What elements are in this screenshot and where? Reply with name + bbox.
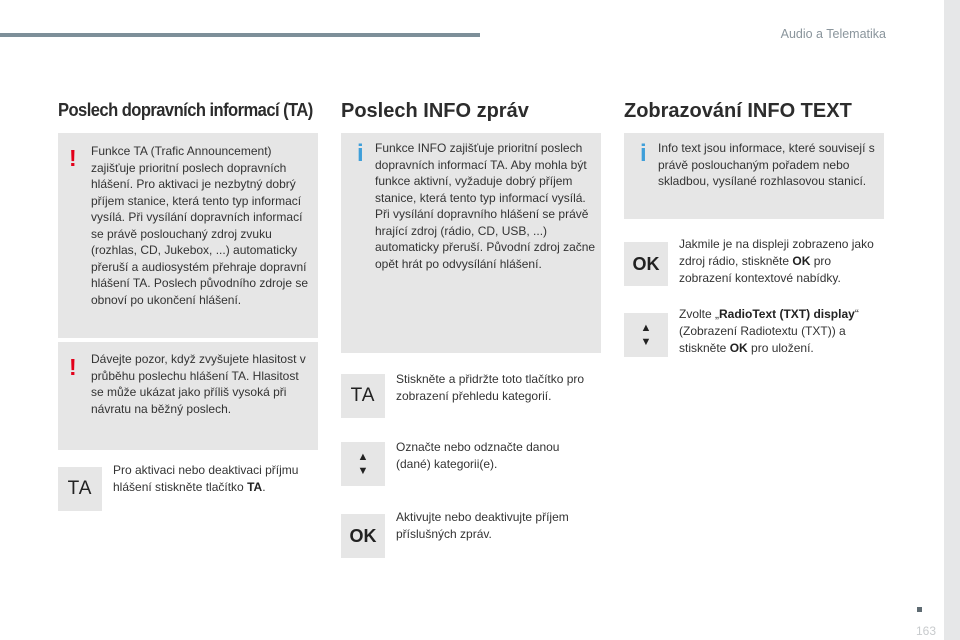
arrow-keys-icon <box>624 313 668 357</box>
volume-warning-box <box>58 342 318 450</box>
ta-key-icon: TA <box>341 374 385 418</box>
arrow-down-icon: ▼ <box>357 465 369 477</box>
ta-warning-text: Funkce TA (Trafic Announcement) zajišťuje prioritní poslech dopravních hlášení. Pro aktivaci je nezbytný dobrý příjem stanice, která tento typ informací vysílá. Při vysílání dopravních informací se právě poslouchaný zdroj zvuku (rozhlas, CD, Jukebox, ...) automaticky přeruší a audiosystém přehraje dopravní hlášení TA. Poslech původního zdroje se obnoví po ukončení hlášení. <box>91 144 309 307</box>
info-icon: i <box>357 140 364 167</box>
warning-icon: ! <box>69 354 77 380</box>
arrow-down-icon: ▼ <box>640 336 652 348</box>
info-text-description: Info text jsou informace, které souvisejí s právě poslouchaným pořadem nebo skladbou, vysílané rozhlasovou stanicí. <box>658 141 875 188</box>
ta-heading: Poslech dopravních informací (TA) <box>58 100 313 120</box>
arrow-keys-icon <box>341 442 385 486</box>
info-text-box <box>624 133 884 219</box>
arrow-up-icon: ▲ <box>640 322 652 334</box>
page-edge-strip <box>944 0 960 640</box>
arrow-up-icon: ▲ <box>357 451 369 463</box>
step-select-category: Označte nebo odznačte danou (dané) kategorii(e). <box>396 440 560 471</box>
volume-warning-text: Dávejte pozor, když zvyšujete hlasitost v průběhu poslechu hlášení TA. Hlasitost se může ukázat jako příliš vysoká při návratu na běžný poslech. <box>91 352 306 416</box>
info-box <box>341 133 601 353</box>
header-bar <box>0 33 480 37</box>
ta-instruction: Pro aktivaci nebo deaktivaci příjmu hlášení stiskněte tlačítko TA. <box>113 463 299 494</box>
step-hold-ta: Stiskněte a přidržte toto tlačítko pro zobrazení přehledu kategorií. <box>396 372 585 403</box>
section-title: Audio a Telematika <box>780 27 886 41</box>
info-icon: i <box>640 140 647 167</box>
step-open-menu: Jakmile je na displeji zobrazeno jako zdroj rádio, stiskněte OK pro zobrazení kontextové nabídky. <box>679 237 874 285</box>
ta-key-icon: TA <box>58 467 102 511</box>
info-heading: Poslech INFO zpráv <box>341 100 529 122</box>
page-marker <box>917 607 922 612</box>
step-toggle-reception: Aktivujte nebo deaktivujte příjem příslušných zpráv. <box>396 510 569 541</box>
info-text: Funkce INFO zajišťuje prioritní poslech dopravních informací TA. Aby mohla být funkce aktivní, vyžaduje dobrý příjem stanice, která tento typ informací vysílá. Při vysílání dopravního hlášení se právě hrající zdroj (rádio, CD, USB, ...) automaticky přeruší. Původní zdroj začne opět hrát po odvysílání hlášení. <box>375 141 596 271</box>
warning-icon: ! <box>69 145 77 171</box>
ok-key-icon: OK <box>341 514 385 558</box>
step-select-radiotext: Zvolte „RadioText (TXT) display“ (Zobrazení Radiotextu (TXT)) a stiskněte OK pro uložení. <box>679 307 859 355</box>
page-number: 163 <box>915 624 936 638</box>
ok-key-icon: OK <box>624 242 668 286</box>
info-text-heading: Zobrazování INFO TEXT <box>624 100 852 122</box>
ta-warning-box <box>58 133 318 338</box>
